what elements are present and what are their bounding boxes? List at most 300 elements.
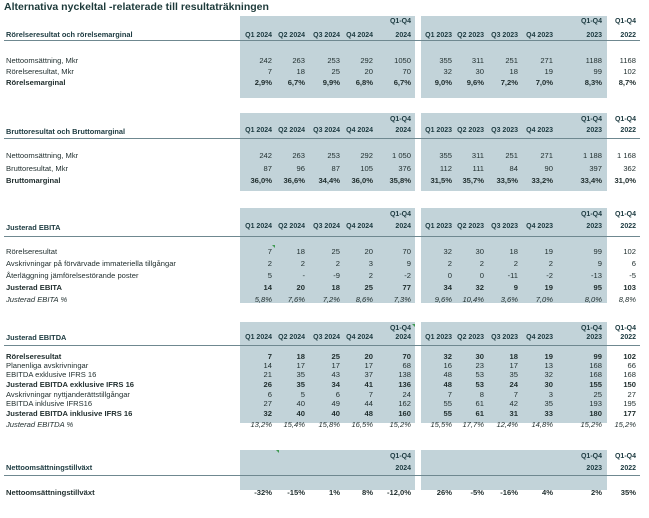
table-cell: 7 (267, 247, 272, 256)
column-header: Q2 2023 (457, 223, 484, 230)
table-cell: 9,0% (434, 78, 452, 87)
table-cell: 0 (447, 271, 452, 280)
table-cell: 31,5% (430, 176, 452, 185)
table-cell: 102 (623, 67, 636, 76)
table-cell: 25 (331, 67, 340, 76)
table-cell: 77 (402, 283, 411, 292)
row-label: Justerad EBITA (6, 283, 62, 292)
table-cell: -5 (629, 271, 636, 280)
row-label: Rörelseresultat, Mkr (6, 67, 74, 76)
table-cell: 32 (443, 352, 452, 361)
row-label: Återläggning jämförelsestörande poster (6, 271, 139, 280)
table-cell: 48 (443, 380, 452, 389)
table-cell: 87 (331, 164, 340, 173)
column-header: Q4 2023 (526, 334, 553, 341)
column-header: Q4 2024 (346, 32, 373, 39)
table-cell: 27 (263, 399, 272, 408)
table-cell: 17 (509, 361, 518, 370)
table-cell: 168 (589, 361, 602, 370)
table-cell: 2% (591, 488, 602, 497)
table-cell: -5% (470, 488, 484, 497)
column-header-period: Q1-Q4 (389, 325, 411, 332)
table-cell: 16 (443, 361, 452, 370)
table-cell: 3 (368, 259, 373, 268)
table-cell: 103 (623, 283, 636, 292)
column-header-period: Q1-Q4 (580, 325, 602, 332)
table-cell: 30 (475, 352, 484, 361)
column-header-period: Q1-Q4 (389, 211, 411, 218)
table-cell: 397 (589, 164, 602, 173)
table-cell: 55 (443, 399, 452, 408)
row-label: Planenliga avskrivningar (6, 361, 89, 370)
table-cell: -15% (287, 488, 305, 497)
column-header: 2023 (586, 465, 602, 472)
column-header: Q2 2023 (457, 32, 484, 39)
table-cell: 30 (475, 67, 484, 76)
table-cell: 17 (364, 361, 373, 370)
table-cell: 87 (263, 164, 272, 173)
column-header: 2022 (620, 465, 636, 472)
column-header: Q2 2024 (278, 334, 305, 341)
table-cell: 53 (475, 380, 484, 389)
table-cell: 13,2% (250, 420, 272, 429)
table-cell: 24 (402, 390, 411, 399)
column-header: Q1 2024 (245, 223, 272, 230)
table-cell: 61 (475, 409, 484, 418)
table-cell: 17 (296, 361, 305, 370)
table-cell: -11 (507, 271, 518, 280)
table-cell: 292 (360, 151, 373, 160)
table-cell: 263 (292, 151, 305, 160)
table-cell: 48 (443, 370, 452, 379)
table-cell: 25 (593, 390, 602, 399)
table-cell: 26 (263, 380, 272, 389)
column-header-period: Q1-Q4 (389, 116, 411, 123)
table-cell: 18 (509, 67, 518, 76)
table-cell: 3,6% (500, 295, 518, 304)
table-cell: 1 050 (391, 151, 411, 160)
row-label: Rörelsemarginal (6, 78, 66, 87)
column-header: Q3 2023 (491, 334, 518, 341)
column-header-period: Q1-Q4 (580, 211, 602, 218)
table-cell: 35,7% (462, 176, 484, 185)
table-cell: 355 (439, 56, 452, 65)
table-cell: - (302, 271, 305, 280)
table-cell: 99 (593, 352, 602, 361)
header-separator (4, 236, 640, 237)
table-cell: 40 (296, 409, 305, 418)
row-label: Avskrivningar nyttjanderättstillgångar (6, 390, 130, 399)
table-cell: 32 (475, 283, 484, 292)
table-cell: 6,8% (355, 78, 373, 87)
table-cell: 70 (402, 352, 411, 361)
column-header: Q3 2023 (491, 32, 518, 39)
table-cell: 18 (296, 247, 305, 256)
table-cell: 33,4% (580, 176, 602, 185)
table-cell: 7 (513, 390, 518, 399)
table-cell: 33,2% (531, 176, 553, 185)
column-header: 2022 (620, 127, 636, 134)
column-header: Q1 2024 (245, 127, 272, 134)
section-title: Bruttoresultat och Bruttomarginal (6, 127, 126, 136)
table-cell: 18 (296, 67, 305, 76)
table-cell: 15,2% (389, 420, 411, 429)
table-cell: 27 (627, 390, 636, 399)
table-cell: 41 (364, 380, 373, 389)
table-cell: 34 (331, 380, 340, 389)
table-cell: 32 (263, 409, 272, 418)
table-cell: 242 (259, 56, 272, 65)
table-cell: 40 (331, 409, 340, 418)
table-cell: 6 (631, 259, 636, 268)
table-cell: 7 (447, 390, 452, 399)
column-header: 2022 (620, 32, 636, 39)
table-cell: 155 (589, 380, 602, 389)
table-cell: 6 (267, 390, 272, 399)
table-cell: 8,6% (355, 295, 373, 304)
table-cell: 1168 (619, 56, 636, 65)
column-header: Q3 2023 (491, 223, 518, 230)
column-header-period: Q1-Q4 (580, 18, 602, 25)
table-cell: 15,2% (614, 420, 636, 429)
table-cell: 49 (331, 399, 340, 408)
column-header-period: Q1-Q4 (580, 116, 602, 123)
table-cell: 2 (267, 259, 272, 268)
row-label: Justerad EBITDA % (6, 420, 74, 429)
table-cell: 30 (475, 247, 484, 256)
table-cell: 20 (296, 283, 305, 292)
table-cell: 9 (513, 283, 518, 292)
table-cell: 9 (406, 259, 411, 268)
table-cell: 37 (364, 370, 373, 379)
table-cell: 17 (331, 361, 340, 370)
table-cell: 32 (544, 370, 553, 379)
row-label: Bruttomarginal (6, 176, 61, 185)
table-cell: 105 (360, 164, 373, 173)
table-cell: 43 (331, 370, 340, 379)
table-cell: 180 (589, 409, 602, 418)
table-cell: 36,6% (283, 176, 305, 185)
table-cell: 44 (364, 399, 373, 408)
table-cell: 8 (479, 390, 484, 399)
column-header: Q3 2024 (313, 223, 340, 230)
table-cell: 7,2% (322, 295, 340, 304)
table-cell: 242 (259, 151, 272, 160)
row-label: Justerad EBITDA exklusive IFRS 16 (6, 380, 135, 389)
table-cell: 7,3% (393, 295, 411, 304)
table-cell: 8,8% (618, 295, 636, 304)
table-cell: 15,8% (318, 420, 340, 429)
table-cell: 95 (593, 283, 602, 292)
column-header: Q2 2024 (278, 127, 305, 134)
table-cell: 35% (620, 488, 636, 497)
column-header: Q4 2023 (526, 223, 553, 230)
table-cell: 251 (505, 151, 518, 160)
table-cell: 15,4% (283, 420, 305, 429)
header-separator (4, 40, 640, 41)
table-cell: 1 168 (616, 151, 636, 160)
table-cell: 136 (398, 380, 411, 389)
table-cell: 5 (267, 271, 272, 280)
table-cell: 96 (296, 164, 305, 173)
table-cell: 19 (544, 352, 553, 361)
row-label: EBITDA inklusive IFRS16 (6, 399, 93, 408)
table-cell: 7,6% (287, 295, 305, 304)
table-cell: 34,4% (318, 176, 340, 185)
table-cell: 0 (479, 271, 484, 280)
table-cell: 6,7% (287, 78, 305, 87)
row-label: Rörelseresultat (6, 247, 58, 256)
row-label: Rörelseresultat (6, 352, 62, 361)
table-cell: 9,9% (322, 78, 340, 87)
table-cell: 21 (263, 370, 272, 379)
table-cell: 31 (509, 409, 518, 418)
column-header: 2023 (586, 334, 602, 341)
table-cell: 35 (509, 370, 518, 379)
table-cell: 3 (548, 390, 553, 399)
column-header: Q4 2023 (526, 127, 553, 134)
table-cell: 8% (362, 488, 373, 497)
row-label: Justerad EBITA % (6, 295, 68, 304)
column-header: Q4 2024 (346, 223, 373, 230)
table-cell: 1% (329, 488, 340, 497)
table-cell: 35 (296, 370, 305, 379)
table-cell: 40 (296, 399, 305, 408)
table-cell: 5,8% (254, 295, 272, 304)
table-cell: 61 (475, 399, 484, 408)
table-cell: 24 (509, 380, 518, 389)
table-cell: 193 (589, 399, 602, 408)
comment-marker-icon (412, 324, 415, 327)
table-cell: 16,5% (351, 420, 373, 429)
table-cell: -32% (254, 488, 272, 497)
table-cell: 12,4% (496, 420, 518, 429)
column-header: Q1 2023 (425, 223, 452, 230)
table-cell: 162 (398, 399, 411, 408)
table-cell: 168 (623, 370, 636, 379)
table-cell: 6,7% (393, 78, 411, 87)
column-header: 2024 (395, 32, 411, 39)
table-cell: 35,8% (389, 176, 411, 185)
table-cell: 99 (593, 247, 602, 256)
table-cell: 2 (479, 259, 484, 268)
row-label: Bruttoresultat, Mkr (6, 164, 69, 173)
section-title: Justerad EBITDA (6, 333, 67, 342)
table-cell: 68 (402, 361, 411, 370)
table-cell: 25 (331, 247, 340, 256)
table-cell: 35 (296, 380, 305, 389)
column-header: 2024 (395, 223, 411, 230)
table-cell: 13 (544, 361, 553, 370)
table-cell: -2 (404, 271, 411, 280)
table-cell: 263 (292, 56, 305, 65)
table-cell: 2 (548, 259, 553, 268)
column-header: Q1 2024 (245, 32, 272, 39)
column-header-period: Q1-Q4 (614, 18, 636, 25)
table-cell: 168 (589, 370, 602, 379)
table-cell: 362 (623, 164, 636, 173)
column-header: Q3 2023 (491, 127, 518, 134)
column-header: Q4 2024 (346, 334, 373, 341)
page-title: Alternativa nyckeltal -relaterade till resultaträkningen (4, 1, 269, 13)
table-cell: -12,0% (386, 488, 411, 497)
table-cell: 8,3% (584, 78, 602, 87)
column-header-period: Q1-Q4 (580, 453, 602, 460)
table-cell: 1188 (585, 56, 602, 65)
table-cell: 70 (402, 67, 411, 76)
table-cell: -13 (591, 271, 602, 280)
row-label: EBITDA exklusive IFRS 16 (6, 370, 97, 379)
column-header-period: Q1-Q4 (389, 453, 411, 460)
table-cell: 7 (368, 390, 373, 399)
table-cell: 19 (544, 247, 553, 256)
column-header-period: Q1-Q4 (614, 453, 636, 460)
column-header: Q1 2023 (425, 127, 452, 134)
row-label: Avskrivningar på förvärvade immateriella tillgångar (6, 259, 176, 268)
table-cell: 311 (471, 56, 484, 65)
table-cell: 253 (327, 151, 340, 160)
table-cell: 7 (267, 352, 272, 361)
column-header-period: Q1-Q4 (614, 325, 636, 332)
table-cell: 6 (335, 390, 340, 399)
column-header: Q1 2024 (245, 334, 272, 341)
header-separator (4, 345, 640, 346)
table-cell: 31,0% (614, 176, 636, 185)
table-cell: 376 (398, 164, 411, 173)
table-cell: 99 (593, 67, 602, 76)
table-cell: 34 (443, 283, 452, 292)
row-label: Nettoomsättningstillväxt (6, 488, 95, 497)
table-cell: 14,8% (531, 420, 553, 429)
table-cell: 17,7% (462, 420, 484, 429)
table-cell: 160 (398, 409, 411, 418)
table-cell: 90 (544, 164, 553, 173)
table-cell: 311 (471, 151, 484, 160)
column-header: Q2 2024 (278, 32, 305, 39)
table-cell: 251 (505, 56, 518, 65)
comment-marker-icon (272, 245, 275, 248)
table-cell: 355 (439, 151, 452, 160)
table-cell: 2 (447, 259, 452, 268)
table-cell: 271 (540, 56, 553, 65)
table-cell: 32 (443, 67, 452, 76)
table-cell: 138 (398, 370, 411, 379)
column-header: Q4 2024 (346, 127, 373, 134)
table-cell: 26% (436, 488, 452, 497)
table-cell: 112 (439, 164, 452, 173)
table-cell: 15,5% (430, 420, 452, 429)
table-cell: 15,2% (580, 420, 602, 429)
table-cell: 66 (627, 361, 636, 370)
table-cell: 7,0% (535, 295, 553, 304)
table-cell: 271 (540, 151, 553, 160)
column-header: Q2 2024 (278, 223, 305, 230)
table-cell: 20 (364, 352, 373, 361)
header-separator (4, 475, 640, 476)
table-cell: 25 (364, 283, 373, 292)
header-separator (4, 138, 640, 139)
table-cell: 111 (472, 164, 484, 173)
column-header-period: Q1-Q4 (389, 18, 411, 25)
table-cell: 7,0% (535, 78, 553, 87)
column-header: 2022 (620, 223, 636, 230)
table-cell: 177 (623, 409, 636, 418)
table-cell: 36,0% (250, 176, 272, 185)
column-header: Q1 2023 (425, 32, 452, 39)
table-cell: 30 (544, 380, 553, 389)
table-cell: 19 (544, 67, 553, 76)
table-cell: 35 (544, 399, 553, 408)
table-cell: 8,7% (618, 78, 636, 87)
section-title: Justerad EBITA (6, 223, 61, 232)
column-header: Q4 2023 (526, 32, 553, 39)
table-cell: -2 (546, 271, 553, 280)
table-cell: 150 (623, 380, 636, 389)
table-cell: 2 (368, 271, 373, 280)
table-cell: 33 (544, 409, 553, 418)
table-cell: 32 (443, 247, 452, 256)
column-header: Q1 2023 (425, 334, 452, 341)
table-cell: 18 (509, 352, 518, 361)
table-cell: 102 (623, 352, 636, 361)
table-cell: 9 (597, 259, 602, 268)
table-cell: 18 (296, 352, 305, 361)
table-cell: 23 (475, 361, 484, 370)
table-cell: 19 (544, 283, 553, 292)
table-cell: 20 (364, 247, 373, 256)
row-label: Justerad EBITDA inklusive IFRS 16 (6, 409, 133, 418)
table-cell: 102 (623, 247, 636, 256)
table-cell: 42 (509, 399, 518, 408)
table-cell: 18 (509, 247, 518, 256)
table-cell: 1050 (394, 56, 411, 65)
column-header: 2024 (395, 127, 411, 134)
section-title: Rörelseresultat och rörelsemarginal (6, 30, 133, 39)
table-cell: 7,2% (500, 78, 518, 87)
table-cell: 55 (443, 409, 452, 418)
table-cell: 48 (364, 409, 373, 418)
table-cell: 36,0% (351, 176, 373, 185)
row-label: Nettoomsättning, Mkr (6, 56, 79, 65)
table-cell: 25 (331, 352, 340, 361)
table-cell: 2,9% (254, 78, 272, 87)
table-cell: 2 (335, 259, 340, 268)
table-cell: 1 188 (582, 151, 602, 160)
table-cell: 7 (267, 67, 272, 76)
row-label: Nettoomsättning, Mkr (6, 151, 79, 160)
column-header: Q3 2024 (313, 334, 340, 341)
table-cell: 18 (331, 283, 340, 292)
table-cell: 53 (475, 370, 484, 379)
table-cell: 14 (263, 361, 272, 370)
column-header-period: Q1-Q4 (614, 116, 636, 123)
table-cell: 253 (327, 56, 340, 65)
column-header: 2023 (586, 223, 602, 230)
column-header: 2023 (586, 127, 602, 134)
section-title: Nettoomsättningstillväxt (6, 463, 93, 472)
table-cell: 70 (402, 247, 411, 256)
table-cell: 20 (364, 67, 373, 76)
table-cell: -16% (500, 488, 518, 497)
table-cell: 2 (300, 259, 305, 268)
table-cell: 195 (623, 399, 636, 408)
column-header: 2022 (620, 334, 636, 341)
table-cell: 292 (360, 56, 373, 65)
table-cell: 33,5% (496, 176, 518, 185)
comment-marker-icon (276, 450, 279, 453)
table-cell: 10,4% (462, 295, 484, 304)
column-header: 2024 (395, 465, 411, 472)
